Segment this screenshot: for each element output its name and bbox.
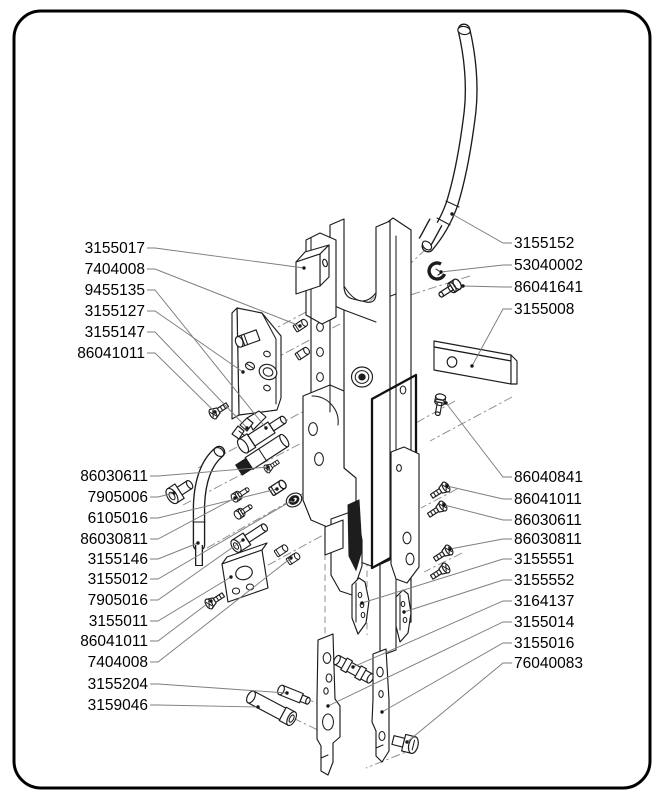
- part-label-86041641: 86041641: [514, 279, 583, 297]
- leader-dot-3155146: [196, 541, 199, 544]
- leader-dot-86030811: [233, 496, 236, 499]
- leader-dot-3155204: [285, 691, 288, 694]
- leader-dot-3155152: [450, 212, 453, 215]
- leader-dot-7905006: [172, 491, 175, 494]
- leader-dot-3155014: [326, 704, 329, 707]
- leader-dot-86030811: [448, 547, 451, 550]
- part-label-3164137: 3164137: [514, 593, 575, 611]
- part-label-3155012: 3155012: [87, 571, 148, 589]
- leader-dot-3155551: [360, 601, 363, 604]
- part-label-3155127: 3155127: [84, 303, 145, 321]
- part-label-3155152: 3155152: [514, 235, 575, 253]
- part-label-3155017: 3155017: [84, 240, 145, 258]
- leader-dot-86041641: [461, 284, 464, 287]
- part-label-3155016: 3155016: [514, 635, 575, 653]
- part-label-3155147: 3155147: [84, 324, 145, 342]
- part-label-86030611: 86030611: [80, 468, 148, 486]
- leader-dot-3155017: [302, 266, 305, 269]
- part-label-86041011: 86041011: [514, 491, 582, 509]
- leader-dot-86041011: [213, 410, 216, 413]
- leader-dot-3159046: [256, 705, 259, 708]
- part-label-3159046: 3159046: [87, 697, 148, 715]
- part-label-7905006: 7905006: [87, 489, 148, 507]
- leader-dot-86030611: [442, 503, 445, 506]
- part-label-86030811: 86030811: [80, 531, 148, 549]
- leader-dot-53040002: [439, 270, 442, 273]
- part-label-3155551: 3155551: [514, 551, 575, 569]
- leader-dot-76040083: [405, 740, 408, 743]
- part-label-3155146: 3155146: [87, 551, 148, 569]
- part-label-3155552: 3155552: [514, 572, 575, 590]
- leader-dot-86041011: [209, 599, 212, 602]
- part-label-3155014: 3155014: [514, 614, 575, 632]
- part-label-3155008: 3155008: [514, 301, 575, 319]
- part-label-3155011: 3155011: [88, 613, 148, 631]
- leader-dot-3155147: [245, 426, 248, 429]
- part-label-7905016: 7905016: [87, 592, 148, 610]
- leader-dot-86041011: [445, 484, 448, 487]
- leader-dot-7404008: [298, 324, 301, 327]
- part-label-7404008: 7404008: [84, 261, 145, 279]
- leader-dot-3164137: [351, 665, 354, 668]
- leader-dot-7905016: [241, 538, 244, 541]
- part-label-3155204: 3155204: [87, 676, 148, 694]
- leader-dot-3155016: [380, 710, 383, 713]
- part-label-76040083: 76040083: [514, 655, 583, 673]
- leader-dot-9455135: [264, 426, 267, 429]
- leader-dot-3155011: [229, 575, 232, 578]
- part-label-9455135: 9455135: [84, 282, 145, 300]
- part-label-86041011: 86041011: [80, 633, 148, 651]
- part-label-86041011: 86041011: [77, 345, 145, 363]
- part-label-53040002: 53040002: [514, 257, 583, 275]
- part-label-6105016: 6105016: [87, 510, 148, 528]
- part-label-86030611: 86030611: [514, 512, 582, 530]
- leader-dot-86040841: [444, 401, 447, 404]
- leader-dot-7404008: [289, 556, 292, 559]
- part-label-86040841: 86040841: [514, 469, 583, 487]
- leader-dot-3155552: [402, 610, 405, 613]
- leader-dot-3155012: [291, 498, 294, 501]
- leader-dot-3155127: [241, 370, 244, 373]
- part-label-7404008: 7404008: [87, 654, 148, 672]
- leader-dot-3155008: [470, 364, 473, 367]
- part-label-86030811: 86030811: [514, 531, 582, 549]
- leader-dot-86030611: [266, 465, 269, 468]
- leader-dot-6105016: [275, 487, 278, 490]
